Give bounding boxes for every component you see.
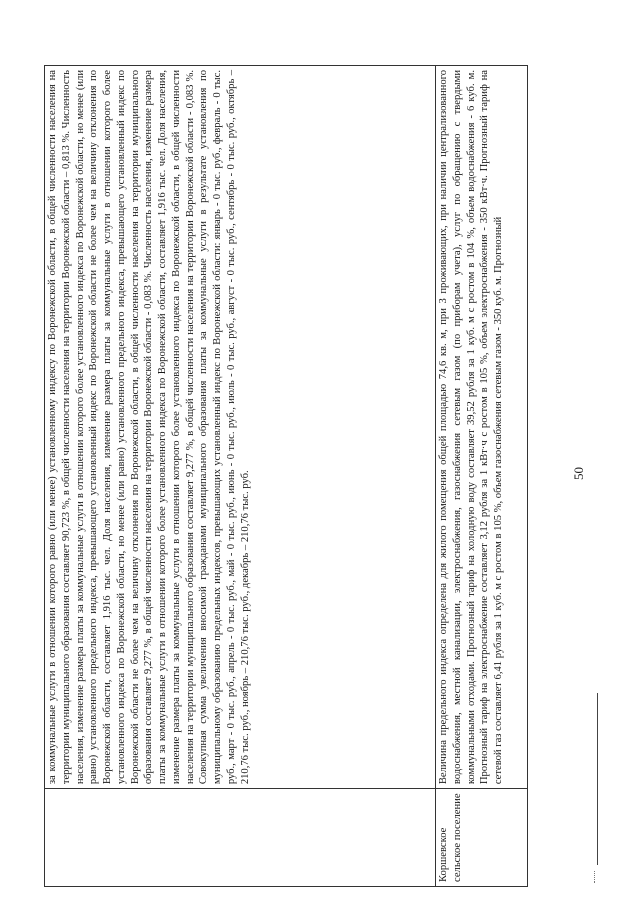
- description-cell: [436, 66, 528, 789]
- document-table: [44, 65, 528, 887]
- page-number: 50: [571, 467, 586, 480]
- settlement-name: Коршевское сельское поселение: [438, 793, 463, 882]
- table-row: [436, 66, 528, 887]
- footnote-separator: [597, 693, 598, 865]
- description-cell: [45, 66, 436, 789]
- table-row: [45, 66, 436, 887]
- description-text: за коммунальные услуги в отношении которого равно (или менее) установленному индексу по Воронежской области, в общей численности населения на территории муниципального образования составляет 90,723 %, в общей численности населения на территории Воронежской области – 0,813 %. Численность населения, изменение размера платы за коммунальные услуги в отношении которого более установленного индекса по Воронежской области, но менее (или равно) установленного предельного индекса, превышающего установленный индекс по Воронежской области не более чем на величину отклонения по Воронежской области, составляет 1,916 тыс. чел. Доля населения, изменение размера платы за коммунальные услуги в отношении которого более установленного индекса по Воронежской области, но менее (или равно) установленного предельного индекса, превышающего установленный индекс по Воронежской области не более чем на величину отклонения по Воронежской области, в общей численности населения на территории муниципального образования составляет 9,277 %, в общей численности населения на территории Воронежской области - 0,083 %. Численность населения, изменение размера платы за коммунальные услуги в отношении которого более установленного индекса по Воронежской области, составляет 1,916 тыс. чел. Доля населения, изменение размера платы за коммунальные услуги в отношении которого более установленного индекса по Воронежской области, в общей численности населения на территории муниципального образования составляет 9,277 %, в общей численности населения на территории Воронежской области - 0,083 %. Совокупная сумма увеличения вносимой гражданами муниципального образования платы за коммунальные услуги в результате установления по муниципальному образованию предельных индексов, превышающих установленный индекс по Воронежской области: январь - 0 тыс. руб., февраль - 0 тыс. руб., март - 0 тыс. руб., апрель - 0 тыс. руб., май - 0 тыс. руб., июнь - 0 тыс. руб., июль - 0 тыс. руб., август - 0 тыс. руб., сентябрь - 0 тыс. руб., октябрь – 210,76 тыс. руб., ноябрь – 210,76 тыс. руб., декабрь – 210,76 тыс. руб.: [47, 70, 251, 785]
- settlement-name-cell: [45, 789, 436, 887]
- description-text: Величина предельного индекса определена для жилого помещения общей площадью 74,6 кв. м, при 3 проживающих, при наличии централизованного водоснабжения, местной канализации, электроснабжения, газоснабжения сетевым газом (по приборам учета), услуг по обращению с твердыми коммунальными отходами. Прогнозный тариф на холодную воду составляет 39,52 рубля за 1 куб. м с ростом в 104 %, объем водоснабжения - 6 куб. м. Прогнозный тариф на электроснабжение составляет 3,12 рубля за 1 кВт·ч с ростом в 105 %, объем электроснабжения - 350 кВт·ч. Прогнозный тариф на сетевой газ составляет 6,41 рубля за 1 куб. м с ростом в 105 %, объем газоснабжения сетевым газом - 350 куб. м. Прогнозный: [438, 70, 505, 785]
- footnote-dots: [594, 871, 595, 883]
- settlement-name-cell: [436, 789, 528, 887]
